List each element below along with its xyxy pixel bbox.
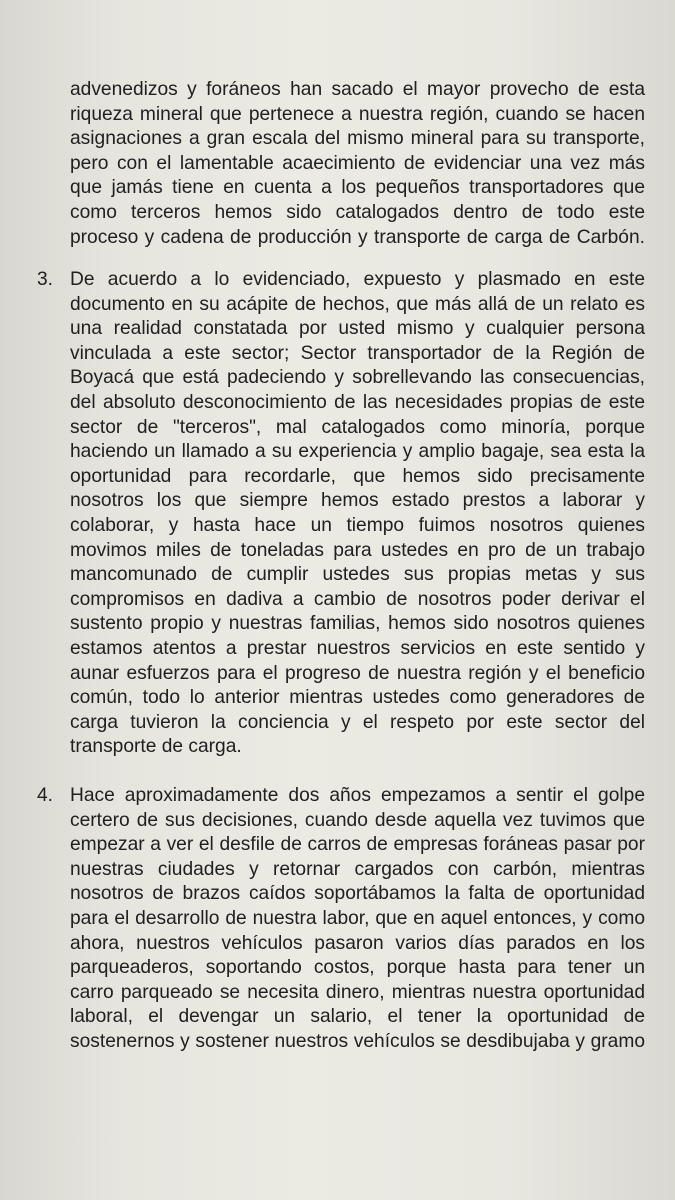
text-line: certero de sus decisiones, cuando desde aquella vez tuvimos que — [70, 809, 645, 831]
text-line: carga tuvieron la conciencia y el respeto por este sector del — [70, 711, 645, 733]
text-line: oportunidad para recordarle, que hemos sido precisamente — [70, 465, 645, 487]
text-line: del absoluto desconocimiento de las necesidades propias de este — [70, 391, 645, 413]
text-line: nosotros los que siempre hemos estado prestos a laborar y — [70, 490, 645, 512]
text-line: movimos miles de toneladas para ustedes en pro de un trabajo — [70, 539, 645, 561]
text-line: nuestras ciudades y retornar cargados con carbón, mientras — [70, 858, 645, 880]
text-line: laboral, el devengar un salario, el tener la oportunidad de — [70, 1006, 645, 1028]
paragraph-continuation — [70, 78, 645, 250]
text-line: sector de "terceros", mal catalogados como minoría, porque — [70, 416, 645, 438]
text-line: como terceros hemos sido catalogados dentro de todo este — [70, 201, 645, 223]
text-line: estamos atentos a prestar nuestros servicios en este sentido y — [70, 637, 645, 659]
text-line: sustento propio y nuestras familias, hemos sido nosotros quienes — [70, 613, 645, 635]
text-line: común, todo lo anterior mientras ustedes como generadores de — [70, 687, 645, 709]
list-number-4: 4. — [37, 785, 54, 806]
text-line: nosotros de brazos caídos soportábamos la falta de oportunidad — [70, 883, 645, 905]
text-line: para el desarrollo de nuestra labor, que en aquel entonces, y como — [70, 907, 645, 929]
text-line: De acuerdo a lo evidenciado, expuesto y plasmado en este — [70, 269, 645, 290]
text-line: transporte de carga. — [70, 736, 242, 758]
text-line: mancomunado de cumplir ustedes sus propias metas y sus — [70, 564, 645, 586]
text-line: compromisos en dadiva a cambio de nosotros poder derivar el — [70, 588, 645, 610]
text-line: Boyacá que está padeciendo y sobrellevando las consecuencias, — [70, 367, 645, 389]
text-line: Hace aproximadamente dos años empezamos a sentir el golpe — [70, 785, 645, 806]
text-line: vinculada a este sector; Sector transportador de la Región de — [70, 342, 645, 364]
text-line: haciendo un llamado a su experiencia y amplio bagaje, sea esta la — [70, 441, 645, 463]
text-line: pero con el lamentable acaecimiento de evidenciar una vez más — [70, 152, 645, 174]
text-line: aunar esfuerzos para el progreso de nuestra región y el beneficio — [70, 662, 645, 684]
paragraph-item-4 — [70, 784, 645, 1055]
text-line: ahora, nuestros vehículos pasaron varios días parados en los — [70, 932, 645, 954]
list-number-3: 3. — [37, 269, 54, 290]
text-line: advenedizos y foráneos han sacado el mayor provecho de esta — [70, 79, 645, 100]
text-line: asignaciones a gran escala del mismo mineral para su transporte, — [70, 128, 645, 150]
text-line: que jamás tiene en cuenta a los pequeños transportadores que — [70, 177, 645, 199]
text-line: parqueaderos, soportando costos, porque hasta para tener un — [70, 957, 645, 979]
text-line: documento en su acápite de hechos, que más allá de un relato es — [70, 293, 645, 315]
text-line: sostenernos y sostener nuestros vehículos se desdibujaba y gramo — [70, 1030, 645, 1052]
text-line: empezar a ver el desfile de carros de empresas foráneas pasar por — [70, 834, 645, 856]
paragraph-item-3 — [70, 268, 645, 760]
text-line: una realidad constatada por usted mismo y cualquier persona — [70, 318, 645, 340]
text-line: carro parqueado se necesita dinero, mientras nuestra oportunidad — [70, 981, 645, 1003]
text-line: proceso y cadena de producción y transporte de carga de Carbón. — [70, 226, 645, 248]
text-line: riqueza mineral que pertenece a nuestra región, cuando se hacen — [70, 103, 645, 125]
text-line: colaborar, y hasta hace un tiempo fuimos nosotros quienes — [70, 514, 645, 536]
